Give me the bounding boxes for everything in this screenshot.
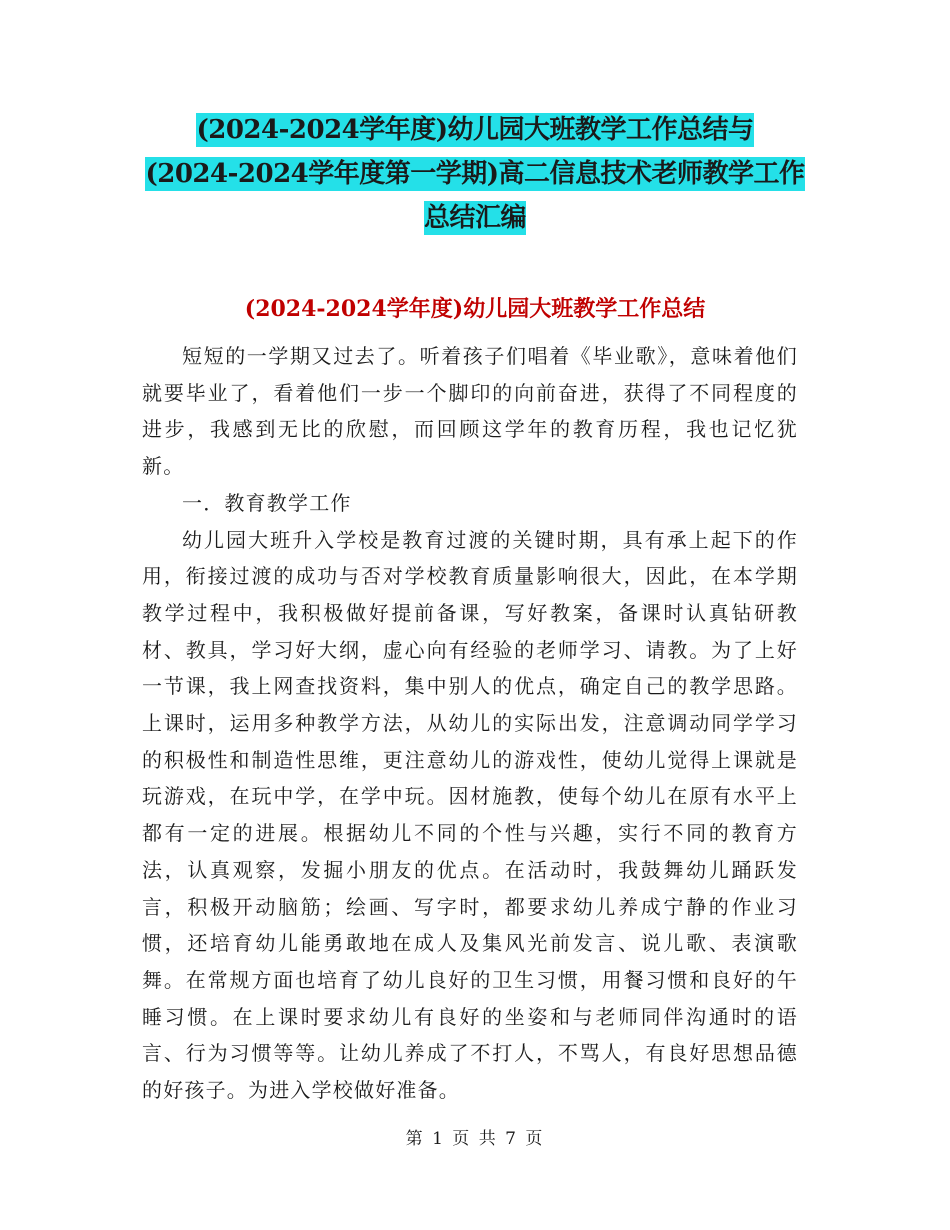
paragraph-intro: 短短的一学期又过去了。听着孩子们唱着《毕业歌》，意味着他们就要毕业了，看着他们一步一个脚印的向前奋进，获得了不同程度的进步，我感到无比的欣慰，而回顾这学年的教育历程，我也记忆犹新。 xyxy=(142,344,798,479)
title-line-2: (2024-2024学年度第一学期)高二信息技术老师教学工作 xyxy=(145,159,805,189)
paragraph-heading: 一．教育教学工作 xyxy=(182,490,352,515)
body-text xyxy=(142,338,798,1109)
title-line-3: 总结汇编 xyxy=(423,203,526,233)
page-footer: 第 1 页 共 7 页 xyxy=(405,1129,545,1149)
title-line-1: (2024-2024学年度)幼儿园大班教学工作总结与 xyxy=(196,115,754,145)
document-title xyxy=(140,108,810,240)
paragraph-teaching: 幼儿园大班升入学校是教育过渡的关键时期，具有承上起下的作用，衔接过渡的成功与否对学校教育质量影响很大，因此，在本学期教学过程中，我积极做好提前备课，写好教案，备课时认真钻研教材、教具，学习好大纲，虚心向有经验的老师学习、请教。为了上好一节课，我上网查找资料，集中别人的优点，确定自己的教学思路。上课时，运用多种教学方法，从幼儿的实际出发，注意调动同学学习的积极性和制造性思维，更注意幼儿的游戏性，使幼儿觉得上课就是玩游戏，在玩中学，在学中玩。因材施教，使每个幼儿在原有水平上都有一定的进展。根据幼儿不同的个性与兴趣，实行不同的教育方法，认真观察，发掘小朋友的优点。在活动时，我鼓舞幼儿踊跃发言，积极开动脑筋；绘画、写字时，都要求幼儿养成宁静的作业习惯，还培育幼儿能勇敢地在成人及集风光前发言、说儿歌、表演歌舞。在常规方面也培育了幼儿良好的卫生习惯，用餐习惯和良好的午睡习惯。在上课时要求幼儿有良好的坐姿和与老师同伴沟通时的语言、行为习惯等等。让幼儿养成了不打人，不骂人，有良好思想品德的好孩子。为进入学校做好准备。 xyxy=(142,527,798,1103)
section-title: (2024-2024学年度)幼儿园大班教学工作总结 xyxy=(244,296,706,322)
